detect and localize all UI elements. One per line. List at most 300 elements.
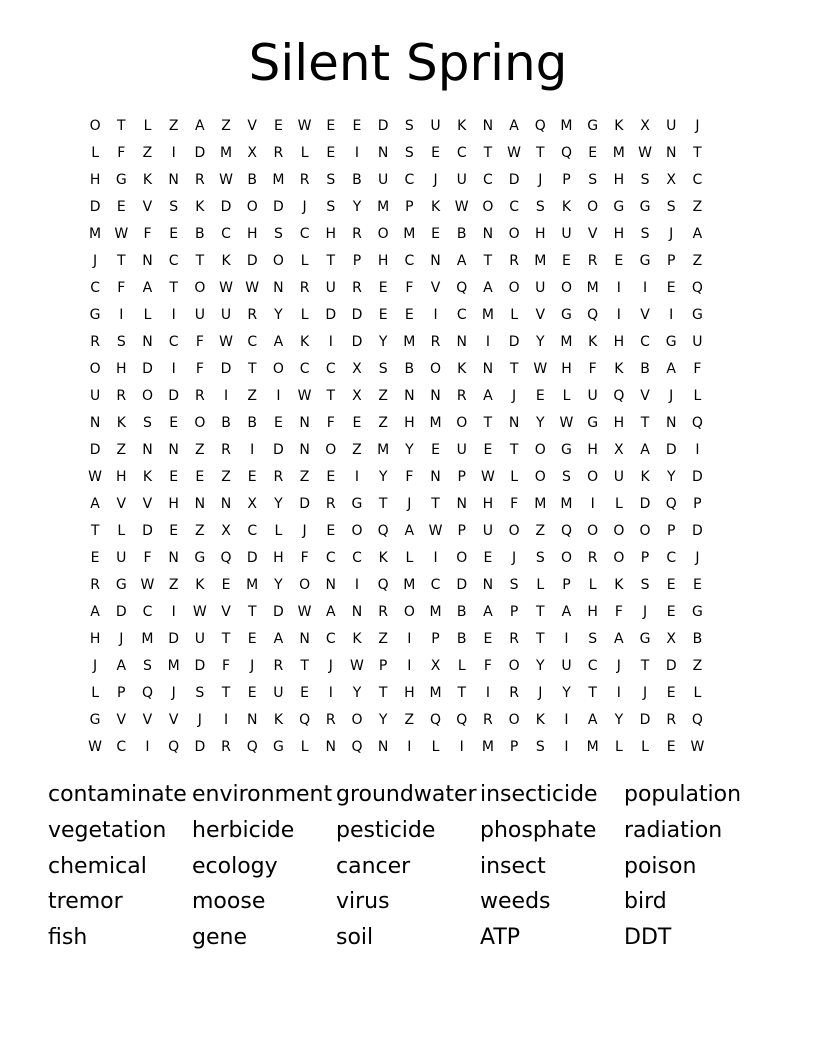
grid-letter: V xyxy=(247,118,257,134)
grid-letter: L xyxy=(614,739,623,755)
grid-letter: I xyxy=(564,739,569,755)
grid-letter: Z xyxy=(535,523,546,539)
word-row xyxy=(48,885,788,921)
grid-letter: N xyxy=(665,145,677,161)
grid-letter: D xyxy=(351,307,363,323)
grid-letter: S xyxy=(535,199,545,215)
grid-letter: L xyxy=(588,577,597,593)
grid-letter: N xyxy=(273,280,284,296)
grid-letter: F xyxy=(143,226,152,242)
grid-letter: I xyxy=(590,496,595,512)
word-list-item: gene xyxy=(192,925,247,951)
word-list-item: insect xyxy=(480,853,546,879)
grid-letter: U xyxy=(561,226,572,242)
word-list-item: environment xyxy=(192,782,333,807)
grid-letter: F xyxy=(195,334,204,350)
grid-row xyxy=(82,167,711,194)
word-row xyxy=(48,921,788,957)
grid-letter: S xyxy=(404,145,414,161)
grid-letter: S xyxy=(562,469,571,485)
grid-letter: P xyxy=(405,199,414,215)
grid-letter: K xyxy=(614,118,624,134)
grid-letter: T xyxy=(693,145,702,161)
grid-letter: Z xyxy=(692,199,703,215)
word-list-item: vegetation xyxy=(48,817,167,843)
grid-letter: Z xyxy=(221,118,231,134)
grid-letter: M xyxy=(560,118,573,134)
grid-letter: Y xyxy=(536,415,545,431)
grid-letter: J xyxy=(93,253,98,269)
grid-letter: Z xyxy=(378,415,388,431)
grid-letter: X xyxy=(666,172,677,188)
grid-letter: C xyxy=(352,550,362,566)
grid-letter: U xyxy=(378,172,389,188)
grid-letter: J xyxy=(250,658,255,674)
grid-letter: D xyxy=(299,496,310,512)
grid-letter: E xyxy=(666,577,676,593)
grid-letter: E xyxy=(535,388,545,404)
grid-letter: I xyxy=(171,307,176,323)
grid-letter: U xyxy=(273,685,284,701)
grid-letter: F xyxy=(222,658,231,674)
grid-letter: K xyxy=(300,334,310,350)
grid-letter: D xyxy=(377,118,389,134)
grid-letter: M xyxy=(612,145,625,161)
grid-letter: J xyxy=(302,199,307,215)
grid-letter: B xyxy=(221,415,231,431)
grid-letter: H xyxy=(613,226,625,242)
word-list-item: fish xyxy=(48,925,88,951)
grid-letter: P xyxy=(640,550,650,566)
grid-letter: N xyxy=(325,739,337,755)
grid-letter: B xyxy=(404,361,415,377)
grid-letter: B xyxy=(247,172,258,188)
grid-letter: F xyxy=(693,361,702,377)
grid-letter: J xyxy=(302,523,307,539)
grid-letter: K xyxy=(640,469,650,485)
grid-letter: S xyxy=(169,199,179,215)
grid-letter: Y xyxy=(405,442,414,458)
grid-letter: C xyxy=(247,523,258,539)
grid-letter: J xyxy=(512,550,517,566)
grid-letter: F xyxy=(117,145,126,161)
grid-letter: W xyxy=(507,145,522,161)
grid-letter: L xyxy=(300,253,309,269)
grid-letter: D xyxy=(194,145,206,161)
grid-letter: M xyxy=(403,334,416,350)
grid-letter: J xyxy=(642,685,648,701)
grid-letter: M xyxy=(403,226,416,242)
grid-letter: U xyxy=(325,280,336,296)
grid-letter: L xyxy=(693,388,702,404)
grid-letter: M xyxy=(586,739,599,755)
grid-letter: I xyxy=(354,577,360,593)
grid-letter: V xyxy=(142,712,153,728)
grid-letter: L xyxy=(510,307,518,323)
grid-letter: N xyxy=(482,118,494,134)
grid-letter: D xyxy=(246,550,258,566)
grid-letter: N xyxy=(377,145,389,161)
grid-letter: I xyxy=(616,685,621,701)
grid-letter: L xyxy=(274,523,283,539)
grid-letter: V xyxy=(535,307,546,323)
grid-letter: O xyxy=(508,658,520,674)
grid-letter: O xyxy=(508,226,520,242)
grid-row xyxy=(82,410,711,437)
grid-letter: P xyxy=(457,523,466,539)
word-list-item: herbicide xyxy=(192,817,295,843)
grid-letter: C xyxy=(692,172,703,188)
grid-letter: X xyxy=(247,145,258,161)
grid-letter: R xyxy=(194,172,205,188)
grid-letter: A xyxy=(273,631,284,647)
grid-letter: B xyxy=(692,631,703,647)
grid-letter: B xyxy=(247,415,258,431)
grid-letter: E xyxy=(247,631,257,647)
grid-row xyxy=(82,680,711,707)
grid-letter: Y xyxy=(274,307,283,323)
grid-letter: H xyxy=(116,361,127,377)
grid-letter: Y xyxy=(378,712,388,728)
grid-letter: X xyxy=(430,658,441,674)
grid-letter: E xyxy=(247,469,257,485)
grid-letter: T xyxy=(483,253,493,269)
grid-letter: O xyxy=(482,199,494,215)
grid-letter: G xyxy=(691,307,703,323)
grid-letter: D xyxy=(168,388,180,404)
grid-letter: N xyxy=(246,712,258,728)
grid-letter: Y xyxy=(378,334,388,350)
grid-letter: O xyxy=(456,415,468,431)
grid-letter: S xyxy=(273,226,283,242)
grid-letter: D xyxy=(325,307,337,323)
grid-letter: Z xyxy=(195,442,205,458)
grid-letter: L xyxy=(562,388,571,404)
grid-letter: J xyxy=(538,685,543,701)
grid-letter: T xyxy=(195,253,205,269)
grid-letter: O xyxy=(613,550,625,566)
grid-letter: Q xyxy=(534,118,546,134)
grid-letter: H xyxy=(587,442,598,458)
grid-letter: L xyxy=(431,739,440,755)
grid-letter: A xyxy=(90,496,100,512)
grid-letter: T xyxy=(247,604,257,620)
grid-letter: D xyxy=(456,577,468,593)
grid-letter: I xyxy=(223,388,229,404)
grid-letter: T xyxy=(640,415,650,431)
grid-letter: Q xyxy=(691,712,703,728)
word-list-item: tremor xyxy=(48,889,123,915)
grid-letter: D xyxy=(89,442,101,458)
grid-letter: O xyxy=(508,280,520,296)
grid-letter: V xyxy=(587,226,598,242)
grid-letter: W xyxy=(690,739,705,755)
grid-letter: Z xyxy=(692,253,703,269)
grid-letter: C xyxy=(640,334,650,350)
word-list-item: soil xyxy=(336,925,374,951)
grid-letter: R xyxy=(90,334,100,350)
grid-letter: O xyxy=(587,523,599,539)
grid-letter: I xyxy=(564,631,569,647)
grid-letter: A xyxy=(116,658,127,674)
grid-letter: H xyxy=(535,226,546,242)
grid-letter: U xyxy=(456,442,467,458)
grid-letter: J xyxy=(512,388,517,404)
grid-letter: J xyxy=(93,658,98,674)
grid-letter: R xyxy=(325,712,336,728)
grid-letter: W xyxy=(140,577,155,593)
word-list-item: ATP xyxy=(480,925,521,951)
grid-letter: W xyxy=(219,172,233,188)
word-row xyxy=(48,850,788,886)
grid-letter: O xyxy=(89,361,101,377)
grid-letter: R xyxy=(299,172,310,188)
grid-letter: W xyxy=(114,226,129,242)
grid-letter: E xyxy=(221,577,231,593)
grid-letter: U xyxy=(613,469,624,485)
grid-letter: Z xyxy=(299,469,310,485)
grid-letter: O xyxy=(534,469,546,485)
grid-letter: D xyxy=(639,496,651,512)
grid-letter: H xyxy=(613,172,625,188)
grid-letter: A xyxy=(325,604,336,620)
grid-letter: T xyxy=(221,685,231,701)
grid-letter: V xyxy=(116,712,127,728)
grid-letter: E xyxy=(483,442,493,458)
grid-letter: B xyxy=(352,172,362,188)
grid-letter: Y xyxy=(614,712,624,728)
grid-letter: C xyxy=(509,199,519,215)
grid-letter: T xyxy=(536,631,545,647)
grid-letter: T xyxy=(536,145,545,161)
grid-letter: Q xyxy=(430,712,442,728)
grid-letter: D xyxy=(273,604,284,620)
grid-letter: E xyxy=(483,550,493,566)
grid-letter: K xyxy=(430,199,441,215)
grid-letter: D xyxy=(692,469,703,485)
grid-letter: S xyxy=(535,739,545,755)
grid-letter: U xyxy=(666,118,677,134)
grid-letter: Z xyxy=(352,442,362,458)
grid-letter: Y xyxy=(666,469,676,485)
grid-letter: R xyxy=(509,253,519,269)
grid-letter: X xyxy=(352,388,362,404)
grid-letter: C xyxy=(325,361,336,377)
grid-letter: S xyxy=(378,361,388,377)
grid-letter: J xyxy=(171,685,176,701)
grid-letter: K xyxy=(195,199,205,215)
grid-letter: W xyxy=(428,523,443,539)
grid-letter: O xyxy=(534,442,546,458)
grid-letter: M xyxy=(167,658,180,674)
grid-letter: M xyxy=(246,577,259,593)
grid-letter: M xyxy=(534,253,547,269)
grid-letter: E xyxy=(431,442,440,458)
grid-letter: E xyxy=(431,145,440,161)
grid-letter: Q xyxy=(377,523,389,539)
grid-letter: E xyxy=(352,118,362,134)
grid-letter: B xyxy=(195,226,205,242)
grid-letter: G xyxy=(561,442,572,458)
word-bank xyxy=(48,778,788,957)
grid-letter: I xyxy=(171,361,176,377)
grid-letter: A xyxy=(614,631,624,647)
grid-letter: J xyxy=(119,631,124,647)
grid-letter: A xyxy=(561,604,572,620)
grid-row xyxy=(82,194,711,221)
grid-letter: Y xyxy=(536,334,545,350)
grid-letter: E xyxy=(666,280,676,296)
grid-letter: I xyxy=(459,739,464,755)
grid-letter: N xyxy=(299,415,310,431)
grid-letter: G xyxy=(115,172,127,188)
grid-letter: D xyxy=(220,199,232,215)
grid-letter: Y xyxy=(274,496,283,512)
grid-letter: I xyxy=(695,442,700,458)
grid-letter: N xyxy=(482,226,494,242)
grid-letter: M xyxy=(429,415,442,431)
grid-letter: B xyxy=(456,604,467,620)
grid-letter: P xyxy=(666,253,676,269)
grid-letter: T xyxy=(221,631,231,647)
grid-letter: C xyxy=(299,226,310,242)
grid-letter: M xyxy=(481,307,494,323)
grid-letter: D xyxy=(692,523,703,539)
grid-letter: Q xyxy=(691,280,703,296)
grid-letter: O xyxy=(377,226,389,242)
grid-letter: M xyxy=(219,145,233,161)
grid-letter: T xyxy=(300,658,309,674)
grid-letter: C xyxy=(142,604,153,620)
grid-letter: H xyxy=(561,361,572,377)
grid-letter: E xyxy=(666,685,676,701)
grid-row xyxy=(82,302,711,329)
grid-letter: W xyxy=(480,469,495,485)
grid-row xyxy=(82,221,711,248)
grid-letter: D xyxy=(273,199,284,215)
grid-letter: N xyxy=(168,550,179,566)
grid-row xyxy=(82,383,711,410)
grid-letter: E xyxy=(326,145,336,161)
grid-letter: E xyxy=(378,280,388,296)
grid-letter: C xyxy=(404,253,415,269)
grid-letter: G xyxy=(587,415,599,431)
grid-letter: Z xyxy=(168,118,179,134)
grid-letter: H xyxy=(89,631,101,647)
grid-letter: N xyxy=(351,604,363,620)
grid-letter: E xyxy=(195,469,205,485)
grid-letter: S xyxy=(666,199,676,215)
grid-row xyxy=(82,599,711,626)
grid-letter: K xyxy=(378,550,388,566)
grid-letter: E xyxy=(300,685,310,701)
grid-letter: E xyxy=(404,307,414,323)
grid-letter: Z xyxy=(221,469,231,485)
grid-letter: Q xyxy=(246,739,258,755)
grid-letter: B xyxy=(456,226,467,242)
grid-letter: E xyxy=(326,469,336,485)
grid-letter: V xyxy=(142,199,153,215)
grid-letter: M xyxy=(429,604,442,620)
grid-letter: Z xyxy=(142,145,153,161)
grid-letter: F xyxy=(510,496,519,512)
grid-letter: E xyxy=(169,469,179,485)
grid-letter: L xyxy=(91,145,99,161)
grid-letter: M xyxy=(377,199,390,215)
grid-letter: W xyxy=(219,334,233,350)
grid-letter: W xyxy=(533,361,548,377)
grid-letter: G xyxy=(89,307,101,323)
grid-letter: R xyxy=(430,334,441,350)
grid-letter: R xyxy=(116,388,127,404)
grid-row xyxy=(82,329,711,356)
grid-letter: E xyxy=(326,523,336,539)
grid-letter: C xyxy=(587,658,598,674)
grid-letter: T xyxy=(457,685,466,701)
grid-letter: O xyxy=(89,118,101,134)
grid-letter: T xyxy=(117,253,126,269)
grid-letter: I xyxy=(485,685,490,701)
grid-letter: F xyxy=(614,604,623,620)
grid-letter: O xyxy=(508,712,520,728)
grid-letter: U xyxy=(692,334,703,350)
grid-letter: U xyxy=(430,118,441,134)
grid-letter: O xyxy=(456,550,468,566)
grid-letter: I xyxy=(407,631,412,647)
grid-letter: E xyxy=(169,523,179,539)
grid-letter: S xyxy=(588,172,598,188)
grid-letter: U xyxy=(220,307,232,323)
grid-letter: T xyxy=(588,685,597,701)
grid-letter: R xyxy=(299,280,310,296)
grid-letter: C xyxy=(90,280,100,296)
grid-letter: E xyxy=(692,577,702,593)
grid-letter: C xyxy=(168,334,179,350)
grid-letter: I xyxy=(119,307,124,323)
word-list-item: groundwater xyxy=(336,782,477,807)
grid-letter: N xyxy=(430,469,441,485)
grid-letter: I xyxy=(433,550,438,566)
word-row xyxy=(48,814,788,850)
grid-letter: N xyxy=(299,631,310,647)
grid-letter: K xyxy=(457,118,467,134)
grid-letter: G xyxy=(272,739,284,755)
grid-letter: X xyxy=(666,631,677,647)
grid-letter: X xyxy=(640,118,650,134)
grid-row xyxy=(82,248,711,275)
grid-letter: S xyxy=(326,199,336,215)
grid-letter: Q xyxy=(168,739,180,755)
grid-letter: A xyxy=(483,280,493,296)
grid-letter: Y xyxy=(352,199,362,215)
grid-letter: P xyxy=(562,172,571,188)
grid-letter: P xyxy=(431,631,440,647)
grid-letter: P xyxy=(509,604,519,620)
grid-letter: D xyxy=(220,361,232,377)
grid-letter: N xyxy=(142,442,153,458)
grid-letter: K xyxy=(142,172,153,188)
grid-letter: A xyxy=(587,712,598,728)
grid-letter: N xyxy=(168,172,179,188)
grid-letter: Z xyxy=(195,523,205,539)
grid-row xyxy=(82,140,711,167)
grid-letter: M xyxy=(89,226,102,242)
grid-letter: P xyxy=(509,739,519,755)
grid-letter: S xyxy=(143,658,152,674)
grid-letter: J xyxy=(328,658,333,674)
grid-letter: I xyxy=(433,307,438,323)
grid-letter: D xyxy=(351,334,363,350)
